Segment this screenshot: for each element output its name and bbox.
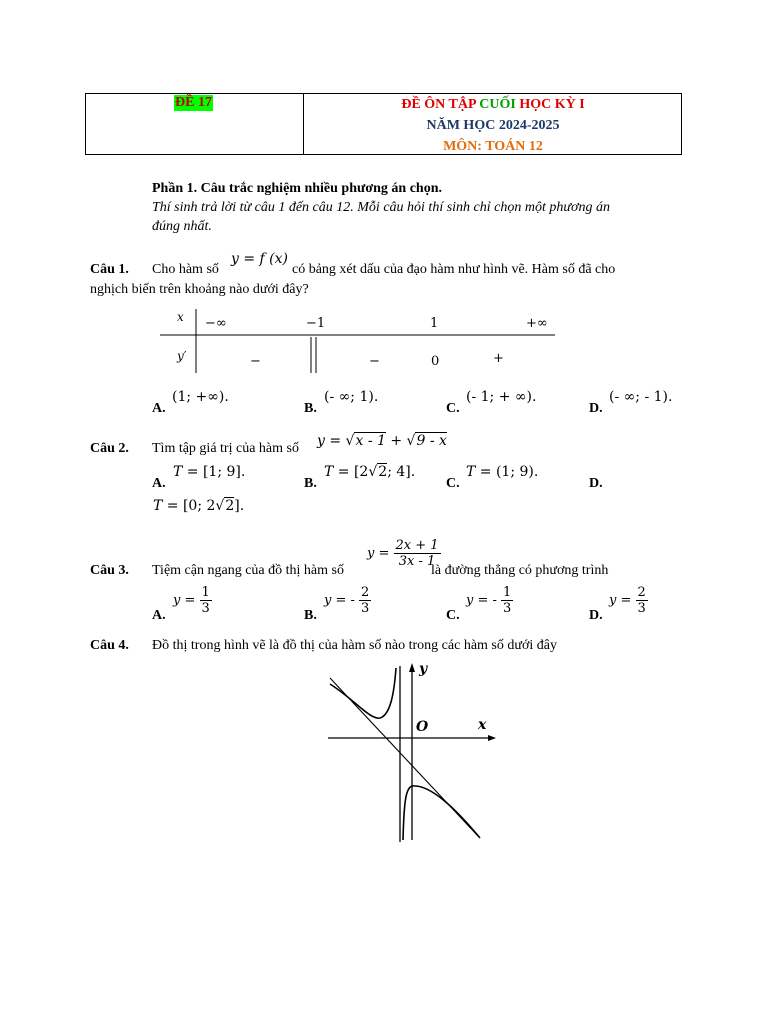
q1-option-c[interactable]: (- 1; + ∞). — [466, 389, 537, 405]
q3-option-a[interactable]: y = $\frac{1}{3}$ — [173, 585, 210, 616]
graph-x-label: x — [478, 717, 487, 733]
x-value-2: −1 — [306, 316, 326, 331]
q1-label: Câu 1. — [90, 262, 129, 277]
q3-function: y = $\frac{2x + 1}{3x - 1}$ — [367, 538, 439, 569]
graph-y-label: y — [419, 661, 428, 677]
q1-text-a: Cho hàm số — [152, 262, 219, 277]
q2-function: y = √x - 1 + √9 - x — [317, 433, 447, 449]
sign-2: − — [369, 354, 380, 369]
q2-option-c-label[interactable]: C. — [446, 476, 460, 491]
q4-graph — [320, 660, 500, 845]
q1-option-c-label[interactable]: C. — [446, 401, 460, 416]
q2-label: Câu 2. — [90, 441, 129, 456]
header-title — [304, 94, 682, 115]
title-part-1: ĐỀ ÔN TẬP — [401, 97, 480, 112]
header-table — [85, 93, 682, 155]
q3-label: Câu 3. — [90, 563, 129, 578]
q2-option-d[interactable]: T = [0; 2√2]. — [153, 498, 245, 514]
q2-option-d-label[interactable]: D. — [589, 476, 603, 491]
school-year: NĂM HỌC 2024-2025 — [426, 118, 560, 133]
exam-code: ĐỀ 17 — [175, 95, 212, 110]
part1-title: Phần 1. Câu trắc nghiệm nhiều phương án chọn. — [152, 181, 442, 196]
q1-function: y = f (x) — [231, 251, 288, 267]
x-axis-arrow — [488, 735, 496, 741]
q4-text: Đồ thị trong hình vẽ là đồ thị của hàm số nào trong các hàm số dưới đây — [152, 638, 557, 653]
q2-text: Tìm tập giá trị của hàm số — [152, 441, 299, 456]
q1-text-c: nghịch biến trên khoảng nào dưới đây? — [90, 282, 309, 297]
q1-option-d[interactable]: (- ∞; - 1). — [609, 389, 673, 405]
q3-option-b[interactable]: y = - $\frac{2}{3}$ — [324, 585, 370, 616]
subject: MÔN: TOÁN 12 — [443, 139, 543, 154]
x-value-1: −∞ — [205, 316, 227, 331]
title-part-3: HỌC KỲ I — [519, 97, 585, 112]
q3-option-d[interactable]: y = $\frac{2}{3}$ — [609, 585, 646, 616]
title-part-2: CUỐI — [479, 97, 520, 112]
q2-option-b-label[interactable]: B. — [304, 476, 317, 491]
q1-option-d-label[interactable]: D. — [589, 401, 603, 416]
q4-label: Câu 4. — [90, 638, 129, 653]
header-title-block — [304, 94, 682, 157]
q3-option-c-label[interactable]: C. — [446, 608, 460, 623]
q3-option-d-label[interactable]: D. — [589, 608, 603, 623]
q1-option-b[interactable]: (- ∞; 1). — [324, 389, 379, 405]
q3-text-a: Tiệm cận ngang của đồ thị hàm số — [152, 563, 344, 578]
q3-option-b-label[interactable]: B. — [304, 608, 317, 623]
x-header: x — [177, 310, 184, 324]
q3-text-b: là đường thẳng có phương trình — [431, 563, 609, 578]
yprime-header: y′ — [177, 349, 187, 363]
y-axis-arrow — [409, 663, 415, 672]
q1-option-b-label[interactable]: B. — [304, 401, 317, 416]
sign-3: + — [493, 351, 504, 366]
q1-sign-table — [150, 305, 570, 377]
q3-option-a-label[interactable]: A. — [152, 608, 166, 623]
q1-text-b: có bảng xét dấu của đạo hàm như hình vẽ. Hàm số đã cho — [292, 262, 616, 277]
sign-1: − — [250, 354, 261, 369]
q2-option-a[interactable]: T = [1; 9]. — [173, 464, 246, 480]
graph-origin-label: O — [416, 719, 429, 735]
q2-option-c[interactable]: T = (1; 9). — [466, 464, 539, 480]
x-value-3: 1 — [430, 316, 439, 331]
q2-option-a-label[interactable]: A. — [152, 476, 166, 491]
q2-option-b[interactable]: T = [2√2; 4]. — [324, 464, 416, 480]
q3-option-c[interactable]: y = - $\frac{1}{3}$ — [466, 585, 512, 616]
right-branch — [403, 786, 480, 840]
q1-option-a-label[interactable]: A. — [152, 401, 166, 416]
x-value-4: +∞ — [526, 316, 548, 331]
part1-instruction-line2: đúng nhất. — [152, 219, 212, 234]
left-branch — [330, 668, 396, 718]
zero-mark: 0 — [431, 354, 440, 369]
q1-option-a[interactable]: (1; +∞). — [172, 389, 229, 405]
part1-instruction-line1: Thí sinh trả lời từ câu 1 đến câu 12. Mỗi câu hỏi thí sinh chỉ chọn một phương án — [152, 200, 610, 215]
